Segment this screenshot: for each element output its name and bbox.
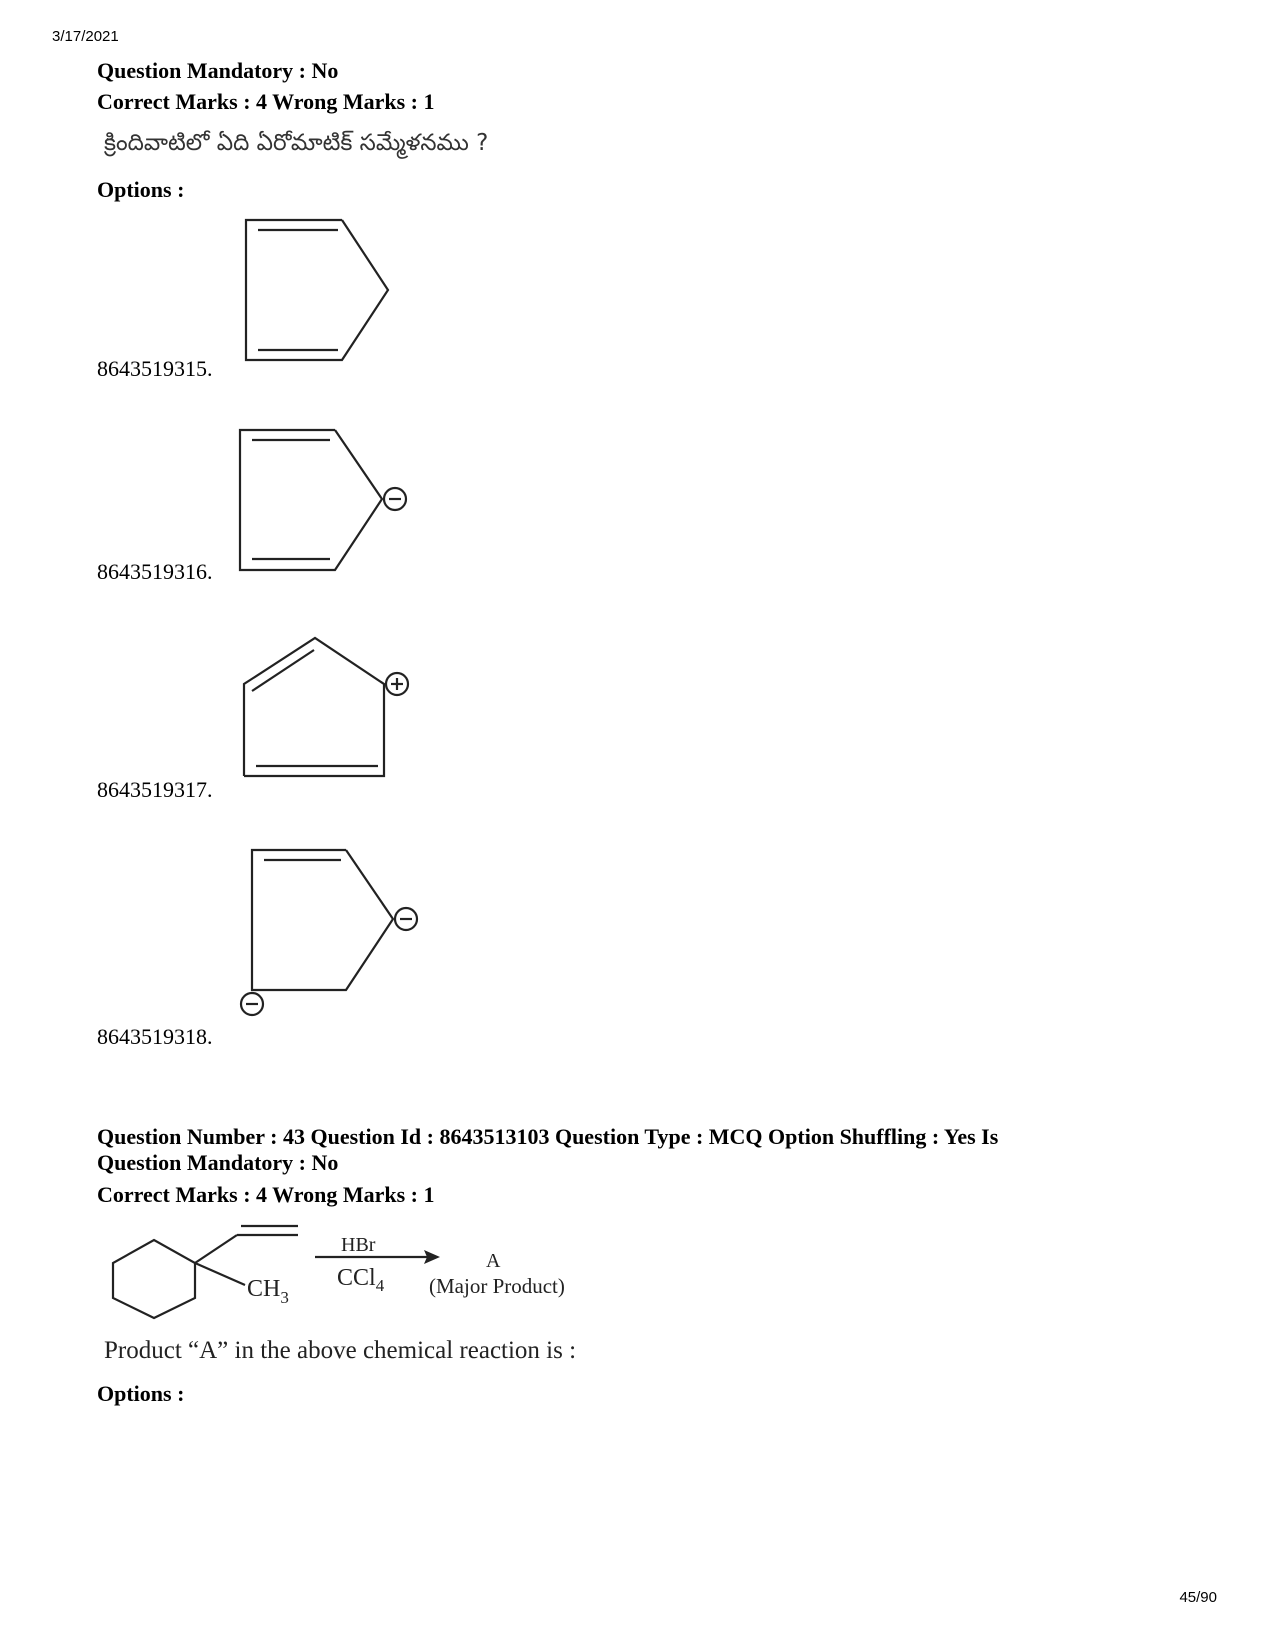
q42-option-2-id: 8643519316. xyxy=(97,559,213,584)
q42-question-text: క్రిందివాటిలో ఏది ఏరోమాటిక్ సమ్మేళనము ? xyxy=(104,130,489,156)
q43-options-label: Options : xyxy=(97,1381,185,1406)
q42-option-4-id: 8643519318. xyxy=(97,1024,213,1049)
vinyl-bond xyxy=(195,1235,237,1263)
methyl-bond xyxy=(195,1263,245,1285)
q43-marks: Correct Marks : 4 Wrong Marks : 1 xyxy=(97,1182,435,1207)
q42-option-3-id: 8643519317. xyxy=(97,777,213,802)
product-note: (Major Product) xyxy=(429,1274,565,1298)
reagent-bottom: CCl$_4$ xyxy=(337,1265,385,1295)
reaction-scheme xyxy=(100,1215,600,1330)
q42-marks: Correct Marks : 4 Wrong Marks : 1 xyxy=(97,89,435,114)
cyclopentadiene-icon xyxy=(230,210,410,370)
q43-header-line1: Question Number : 43 Question Id : 8643513103 Question Type : MCQ Option Shuffling : Yes Is xyxy=(97,1124,999,1149)
reagent-top: HBr xyxy=(341,1234,376,1256)
q43-question-text: Product “A” in the above chemical reaction is : xyxy=(104,1337,577,1364)
print-date: 3/17/2021 xyxy=(52,28,119,45)
q42-option-1-id: 8643519315. xyxy=(97,356,213,381)
cyclopentadienyl-anion-icon xyxy=(225,420,425,580)
cyclopentene-dianion-icon xyxy=(228,840,438,1025)
q43-header-line2: Question Mandatory : No xyxy=(97,1150,339,1175)
cyclohexane-ring xyxy=(113,1240,195,1318)
methyl-label: $CH_3$ xyxy=(247,1276,289,1307)
q42-options-label: Options : xyxy=(97,177,185,202)
product-label: A xyxy=(486,1250,501,1272)
q42-mandatory: Question Mandatory : No xyxy=(97,58,339,83)
cyclopentadienyl-cation-icon xyxy=(230,630,430,790)
page-number: 45/90 xyxy=(1179,1589,1217,1606)
